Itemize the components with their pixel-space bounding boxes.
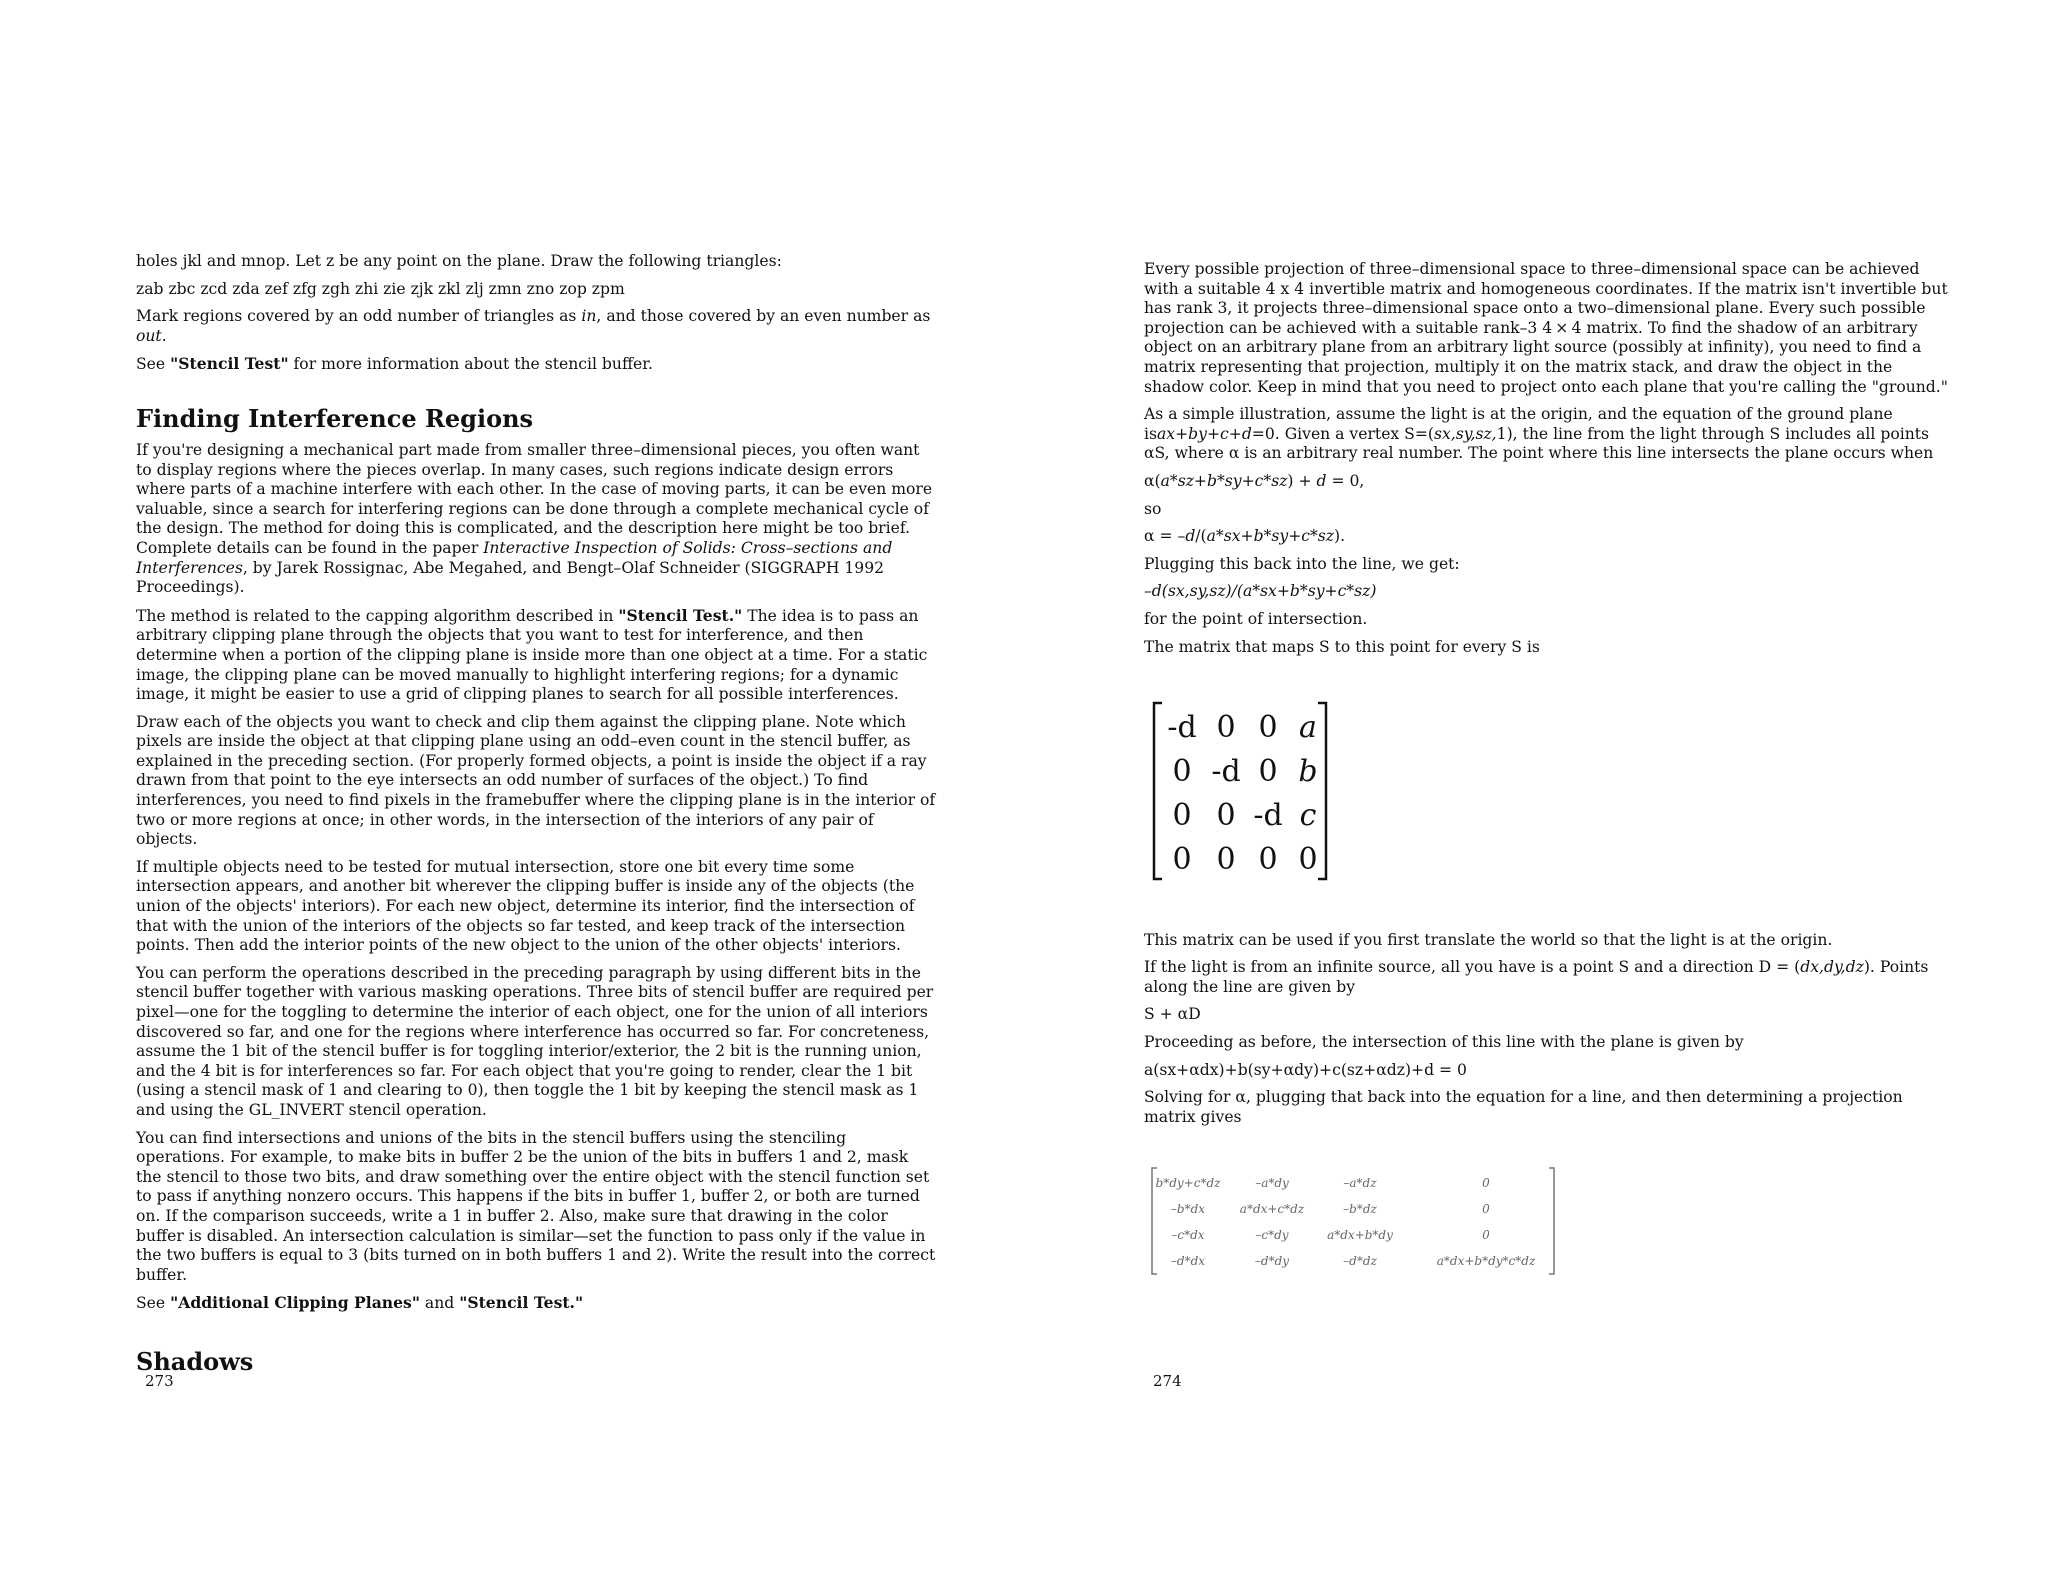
left-text-column bbox=[136, 252, 936, 1376]
paragraph-see-also bbox=[136, 1293, 936, 1314]
matrix-cell: –b*dx bbox=[1170, 1202, 1206, 1217]
paragraph: Every possible projection of three–dimensional space to three–dimensional space can be achieved with a suitable 4 x 4 invertible matrix and homogeneous coordinates. If the matrix isn't invertible but has rank 3, it projects three–dimensional space onto a two–dimensional plane. Every such possible projection can be achieved with a suitable rank–3 4 × 4 matrix. To find the shadow of an arbitrary object on an arbitrary plane from an arbitrary light source (possibly at infinity), you need to find a matrix representing that projection, multiply it on the matrix stack, and draw the object in the shadow color. Keep in mind that you need to project onto each plane that you're calling the "ground." bbox=[1144, 260, 1948, 396]
text: ). bbox=[1334, 527, 1346, 546]
paragraph: Solving for α, plugging that back into the equation for a line, and then determining a projection matrix gives bbox=[1144, 1088, 1903, 1126]
paragraph: Plugging this back into the line, we get: bbox=[1144, 554, 1460, 573]
math: a*sz+b*sy+c*sz bbox=[1160, 471, 1288, 490]
matrix-cell: -d bbox=[1211, 754, 1241, 790]
matrix-cell: 0 bbox=[1258, 754, 1278, 790]
right-text-column bbox=[1144, 260, 1956, 1283]
text: . bbox=[161, 326, 167, 345]
text: α = – bbox=[1144, 527, 1186, 546]
matrix-cell: 0 bbox=[1258, 710, 1278, 746]
text: /( bbox=[1195, 527, 1207, 546]
text: ) + bbox=[1287, 471, 1317, 490]
matrix-cell: –b*dz bbox=[1343, 1202, 1377, 1217]
heading-finding-interference-regions: Finding Interference Regions bbox=[136, 403, 534, 433]
text: ). Points along the line are given by bbox=[1144, 958, 1929, 996]
matrix-cell: 0 bbox=[1216, 842, 1236, 878]
text: See bbox=[136, 355, 171, 374]
right-bracket bbox=[1318, 703, 1326, 879]
matrix-cell: –c*dx bbox=[1171, 1228, 1205, 1243]
matrix-graphic bbox=[1148, 1165, 1558, 1277]
matrix-cell: 0 bbox=[1482, 1176, 1490, 1191]
matrix-cell: –d*dy bbox=[1254, 1254, 1290, 1269]
paragraph: This matrix can be used if you first translate the world so that the light is at the origin. bbox=[1144, 930, 1833, 949]
text: , and those covered by an even number as bbox=[596, 307, 931, 326]
text: for more information about the stencil buffer. bbox=[288, 355, 653, 374]
paragraph: You can find intersections and unions of the bits in the stencil buffers using the stenciling operations. For example, to make bits in buffer 2 be the union of the bits in buffers 1 and 2, mask the stencil to those two bits, and draw something over the entire object with the stencil function set to pass if anything nonzero occurs. This happens if the bits in buffer 1, buffer 2, or both are turned on. If the comparison succeeds, write a 1 in buffer 2. Also, make sure that drawing in the color buffer is disabled. An intersection calculation is similar—set the function to pass only if the value in the two buffers is equal to 3 (bits turned on in both buffers 1 and 2). Write the result into the correct buffer. bbox=[136, 1128, 936, 1284]
matrix-cell: 0 bbox=[1216, 710, 1236, 746]
matrix-cell: b bbox=[1298, 754, 1318, 790]
math: dx,dy,dz bbox=[1800, 958, 1864, 977]
right-bracket bbox=[1549, 1168, 1554, 1274]
link-stencil-test[interactable]: "Stencil Test." bbox=[459, 1293, 584, 1313]
matrix-cell: 0 bbox=[1172, 842, 1192, 878]
matrix-cell: 0 bbox=[1482, 1202, 1490, 1217]
matrix-cell: -d bbox=[1253, 798, 1283, 834]
matrix-cell: 0 bbox=[1258, 842, 1278, 878]
right-page bbox=[1024, 0, 2048, 1582]
text: The idea is to pass an arbitrary clipping plane through the objects that you want to test for interference, and then determine when a portion of the clipping plane is inside more than one object at a time. For a static image, the clipping plane can be moved manually to highlight interfering regions; for a dynamic image, it might be easier to use a grid of clipping planes to search for all possible interferences. bbox=[136, 606, 928, 704]
text: = 0, bbox=[1326, 471, 1365, 490]
paragraph: holes jkl and mnop. Let z be any point on the plane. Draw the following triangles: bbox=[136, 252, 782, 270]
math: ax+by+c+d bbox=[1157, 424, 1252, 443]
heading-shadows: Shadows bbox=[136, 1346, 254, 1376]
math: d bbox=[1316, 471, 1327, 490]
text: 1), the line from the light through S includes all points αS, where α is an arbitrary real number. The point where this line intersects the plane occurs when bbox=[1144, 424, 1934, 463]
term-out: out bbox=[136, 326, 162, 345]
link-stencil-test[interactable]: "Stencil Test." bbox=[618, 605, 743, 625]
equation bbox=[1144, 582, 1956, 602]
text: See bbox=[136, 1294, 171, 1313]
term-in: in bbox=[581, 307, 597, 326]
paragraph bbox=[1144, 958, 1956, 997]
text: =0. Given a vertex S=( bbox=[1251, 424, 1435, 443]
paragraph bbox=[136, 606, 936, 705]
paragraph: The matrix that maps S to this point for every S is bbox=[1144, 637, 1540, 656]
equation: S + αD bbox=[1144, 1005, 1201, 1024]
matrix-cell: –a*dz bbox=[1343, 1176, 1377, 1191]
text: and bbox=[419, 1294, 460, 1313]
text: α( bbox=[1144, 471, 1161, 490]
equation: a(sx+αdx)+b(sy+αdy)+c(sz+αdz)+d = 0 bbox=[1144, 1060, 1467, 1079]
equation bbox=[1144, 472, 1956, 492]
matrix-cell: a*dx+b*dy*c*dz bbox=[1436, 1254, 1536, 1269]
text: Mark regions covered by an odd number of triangles as bbox=[136, 307, 582, 326]
matrix-graphic bbox=[1150, 697, 1330, 885]
matrix-cell: a bbox=[1299, 710, 1317, 746]
text: , by Jarek Rossignac, Abe Megahed, and Bengt–Olaf Schneider (SIGGRAPH 1992 Proceedings). bbox=[136, 558, 885, 597]
paragraph: You can perform the operations described in the preceding paragraph by using different bits in the stencil buffer together with various masking operations. Three bits of stencil buffer are required per pixel—one for the toggling to determine the interior of each object, one for the union of all interiors discovered so far, and one for the regions where interference has occurred so far. For concreteness, assume the 1 bit of the stencil buffer is for toggling interior/exterior, the 2 bit is the running union, and the 4 bit is for interferences so far. For each object that you're going to render, clear the 1 bit (using a stencil mask of 1 and clearing to 0), then toggle the 1 bit by keeping the stencil mask as 1 and using the GL_INVERT stencil operation. bbox=[136, 963, 934, 1119]
matrix-cell: a*dx+b*dy bbox=[1327, 1228, 1393, 1243]
math: d bbox=[1185, 527, 1196, 546]
text: If you're designing a mechanical part made from smaller three–dimensional pieces, you often want to display regions where the pieces overlap. In many cases, such regions indicate design errors where parts of a machine interfere with each other. In the case of moving parts, it can be even more valuable, since a search for interfering regions can be done through a complete mechanical cycle of the design. The method for doing this is complicated, and the description here might be too brief. Complete details can be found in the paper bbox=[136, 440, 933, 557]
matrix-cell: c bbox=[1299, 798, 1317, 834]
matrix-cell: –a*dy bbox=[1255, 1176, 1289, 1191]
text: The method is related to the capping algorithm described in bbox=[136, 606, 619, 625]
paragraph bbox=[1144, 405, 1956, 464]
link-stencil-test[interactable]: "Stencil Test" bbox=[170, 354, 289, 374]
text: If the light is from an infinite source, all you have is a point S and a direction D = ( bbox=[1144, 958, 1801, 977]
math: –d(sx,sy,sz)∕(a*sx+b*sy+c*sz) bbox=[1144, 582, 1377, 601]
math: a*sx+b*sy+c*sz bbox=[1206, 527, 1335, 546]
paragraph: Proceeding as before, the intersection of this line with the plane is given by bbox=[1144, 1033, 1744, 1052]
equation bbox=[1144, 527, 1956, 547]
matrix-cell: 0 bbox=[1216, 798, 1236, 834]
paper-title: Interactive Inspection of Solids: Cross–sections and Interferences bbox=[136, 538, 893, 577]
projection-matrix-infinite-light bbox=[1148, 1165, 1956, 1283]
matrix-cell: 0 bbox=[1172, 754, 1192, 790]
matrix-cell: –d*dx bbox=[1170, 1254, 1206, 1269]
matrix-cell: b*dy+c*dz bbox=[1155, 1176, 1221, 1191]
paragraph: so bbox=[1144, 499, 1162, 518]
paragraph: for the point of intersection. bbox=[1144, 609, 1368, 628]
math: sx,sy,sz, bbox=[1434, 424, 1497, 443]
left-bracket bbox=[1154, 703, 1162, 879]
matrix-cell: –c*dy bbox=[1255, 1228, 1289, 1243]
paragraph: Draw each of the objects you want to check and clip them against the clipping plane. Note which pixels are inside the object at that clipping plane using an odd–even count in the stencil buffer, as explained in the preceding section. (For properly formed objects, a point is inside the object if a ray drawn from that point to the eye intersects an odd number of surfaces of the object.) To find interferences, you need to find pixels in the framebuffer where the clipping plane is in the interior of two or more regions at once; in other words, in the intersection of the interiors of any pair of objects. bbox=[136, 712, 936, 849]
matrix-cell: –d*dz bbox=[1343, 1254, 1377, 1269]
matrix-cell: a*dx+c*dz bbox=[1239, 1202, 1305, 1217]
paragraph bbox=[136, 441, 936, 598]
text: As a simple illustration, assume the light is at the origin, and the equation of the ground plane is bbox=[1144, 405, 1893, 443]
paragraph-see-stencil bbox=[136, 354, 936, 375]
page-number: 274 bbox=[1153, 1372, 1182, 1390]
link-additional-clipping-planes[interactable]: "Additional Clipping Planes" bbox=[170, 1293, 420, 1313]
paragraph: If multiple objects need to be tested for mutual intersection, store one bit every time some intersection appears, and another bit wherever the clipping buffer is inside any of the objects (the union of the objects' interiors). For each new object, determine its interior, find the intersection of that with the union of the interiors of the objects so far tested, and keep track of the intersection points. Then add the interior points of the new object to the union of the other objects' interiors. bbox=[136, 857, 915, 955]
projection-matrix-point-light bbox=[1150, 697, 1956, 891]
matrix-cell: 0 bbox=[1298, 842, 1318, 878]
paragraph: zab zbc zcd zda zef zfg zgh zhi zie zjk zkl zlj zmn zno zop zpm bbox=[136, 279, 625, 298]
matrix-cell: 0 bbox=[1482, 1228, 1490, 1243]
matrix-cell: -d bbox=[1167, 710, 1197, 746]
paragraph-mark-regions bbox=[136, 307, 936, 346]
matrix-cell: 0 bbox=[1172, 798, 1192, 834]
page-number: 273 bbox=[145, 1372, 174, 1390]
